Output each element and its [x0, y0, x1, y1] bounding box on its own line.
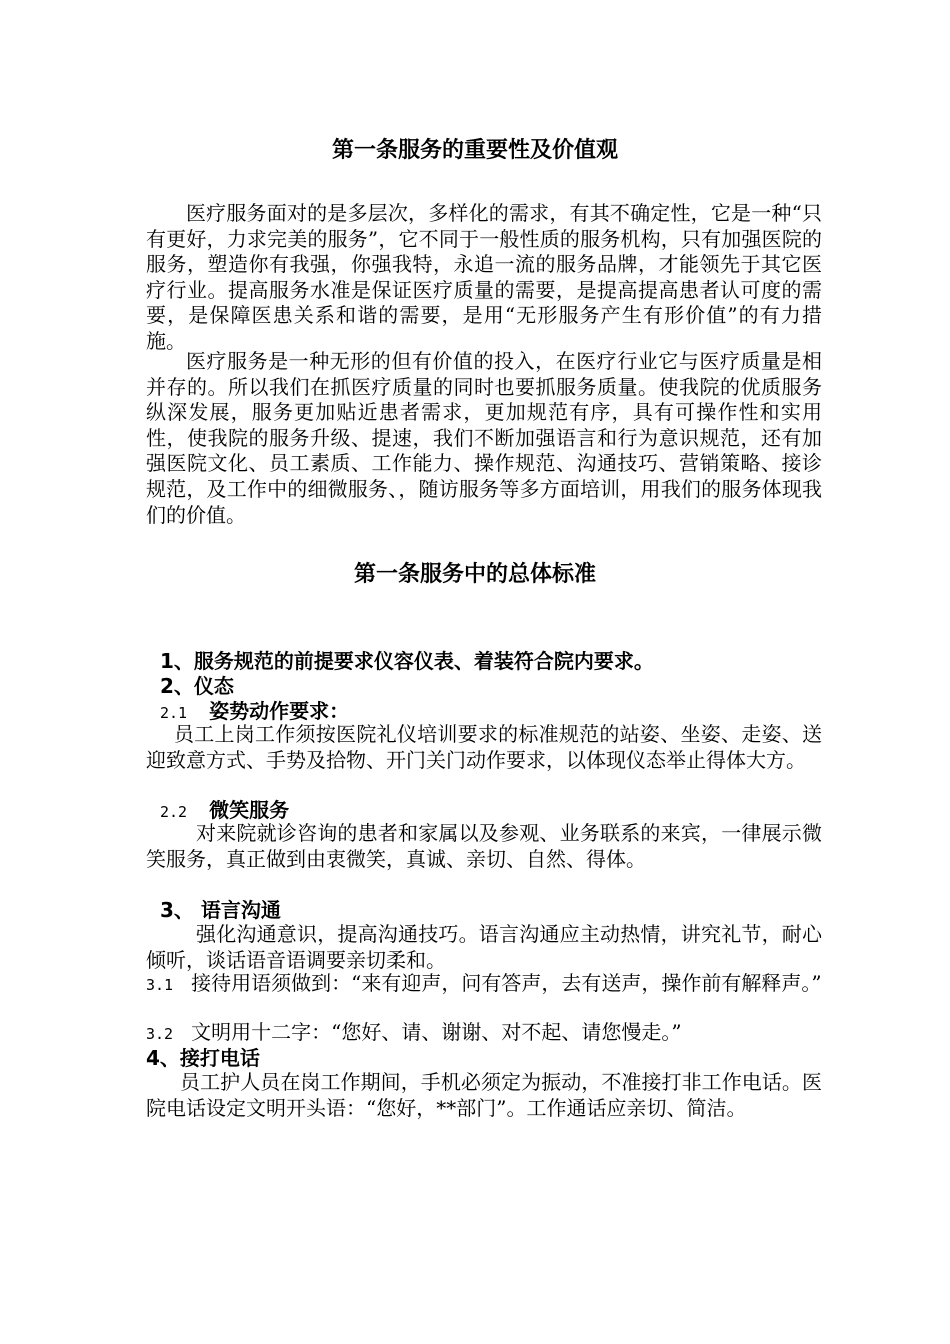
- item-3-1: [146, 971, 822, 999]
- item-4-text: 员工护人员在岗工作期间，手机必须定为振动，不准接打非工作电话。医院电话设定文明开头语：“您好，**部门”。工作通话应亲切、简洁。: [146, 1070, 822, 1120]
- item-1-appearance: 1、服务规范的前提要求仪容仪表、着装符合院内要求。: [160, 649, 654, 673]
- section-title-standards: 第一条服务中的总体标准: [353, 562, 596, 587]
- item-3-1-text: 接待用语须做到：“来有迎声，问有答声，去有送声，操作前有解释声。”: [191, 971, 822, 995]
- item-3-2: [146, 1020, 822, 1048]
- item-3-communication: 3、 语言沟通: [160, 898, 281, 922]
- item-2-2-number: 2.2: [160, 803, 188, 821]
- item-3-2-text: 文明用十二字：“您好、请、谢谢、对不起、请您慢走。”: [191, 1020, 682, 1044]
- paragraph-service-demand: 医疗服务面对的是多层次，多样化的需求，有其不确定性，它是一种“只有更好，力求完美的服务”，它不同于一般性质的服务机构，只有加强医院的服务，塑造你有我强，你强我特，永追一流的服务品牌，才能领先于其它医疗行业。提高服务水准是保证医疗质量的需要，是提高提高患者认可度的需要，是保障医患关系和谐的需要，是用“无形服务产生有形价值”的有力措施。: [146, 201, 822, 353]
- item-2-deportment: 2、仪态: [160, 674, 234, 698]
- section-title-importance: 第一条服务的重要性及价值观: [331, 138, 618, 163]
- item-2-2-text: 对来院就诊咨询的患者和家属以及参观、业务联系的来宾，一律展示微笑服务，真正做到由衷微笑，真诚、亲切、自然、得体。: [146, 821, 822, 871]
- item-2-2-title: 微笑服务: [209, 798, 290, 822]
- item-2-1-title: 姿势动作要求：: [209, 699, 350, 723]
- paragraph-service-value: 医疗服务是一种无形的但有价值的投入，在医疗行业它与医疗质量是相并存的。所以我们在抓医疗质量的同时也要抓服务质量。使我院的优质服务纵深发展，服务更加贴近患者需求，更加规范有序，具有可操作性和实用性，使我院的服务升级、提速，我们不断加强语言和行为意识规范，还有加强医院文化、员工素质、工作能力、操作规范、沟通技巧、营销策略、接诊规范，及工作中的细微服务、，随访服务等多方面培训，用我们的服务体现我们的价值。: [146, 349, 822, 527]
- item-2-1-number: 2.1: [160, 704, 188, 722]
- item-4-phone: 4、接打电话: [146, 1046, 260, 1070]
- item-3-2-number: 3.2: [146, 1025, 174, 1043]
- item-3-1-number: 3.1: [146, 976, 174, 994]
- item-2-1-text: 员工上岗工作须按医院礼仪培训要求的标准规范的站姿、坐姿、走姿、送迎致意方式、手势及拾物、开门关门动作要求，以体现仪态举止得体大方。: [146, 722, 822, 772]
- item-3-text: 强化沟通意识，提高沟通技巧。语言沟通应主动热情，讲究礼节，耐心倾听，谈话语音语调要亲切柔和。: [146, 922, 822, 972]
